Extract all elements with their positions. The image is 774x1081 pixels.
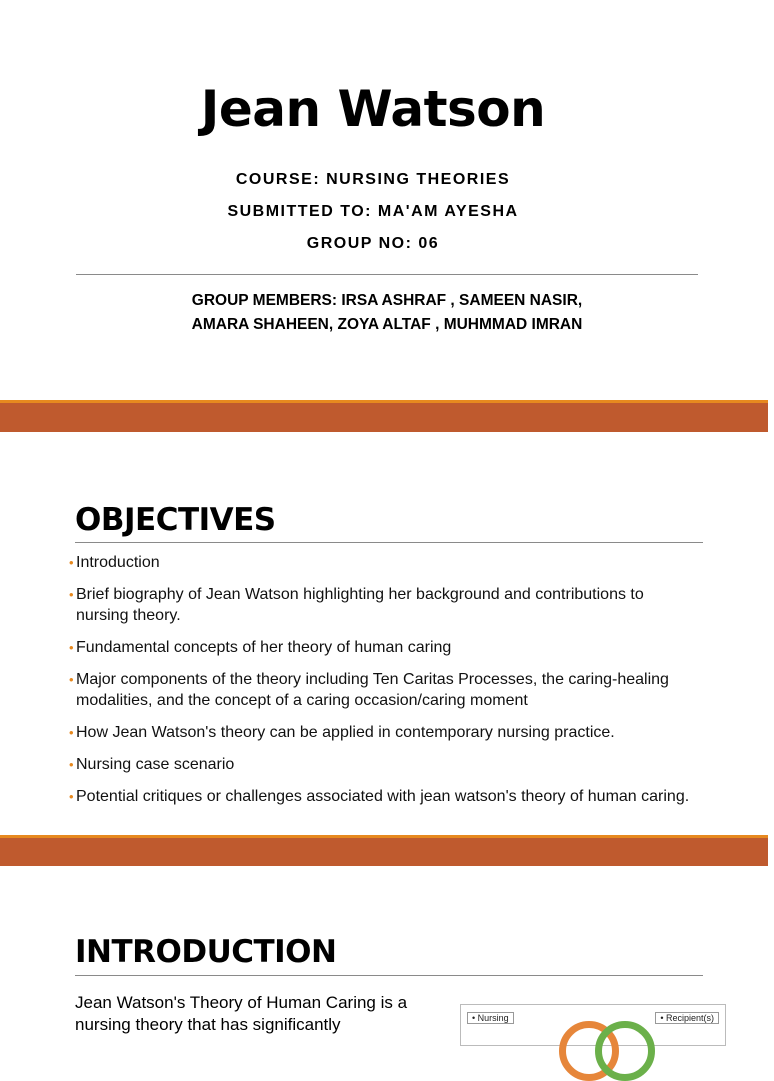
list-item: • Potential critiques or challenges associated with jean watson's theory of human caring. [70,786,700,807]
caring-diagram [460,1004,726,1046]
slide-separator-band [0,400,768,432]
objectives-list [70,552,700,818]
introduction-slide [0,866,768,1034]
course-line: COURSE: NURSING THEORIES [235,171,511,188]
introduction-heading: INTRODUCTION [75,934,337,970]
group-members [0,289,774,337]
list-item: • Nursing case scenario [70,754,700,775]
introduction-divider [75,975,703,976]
list-item: • Introduction [70,552,700,573]
list-item: • Major components of the theory including Ten Caritas Processes, the caring-healing modalities, and the concept of a caring occasion/caring moment [70,669,700,711]
list-item: • Brief biography of Jean Watson highlighting her background and contributions to nursing theory. [70,584,700,626]
presentation-title: Jean Watson [200,80,546,138]
submitted-to-line: SUBMITTED TO: MA'AM AYESHA [227,203,519,220]
group-number-line: GROUP NO: 06 [306,235,440,252]
members-line-2: AMARA SHAHEEN, ZOYA ALTAF , MUHMMAD IMRAN [191,316,583,333]
green-arc-shape [595,1021,655,1081]
title-slide [0,0,768,400]
diagram-label-recipients: • Recipient(s) [655,1012,719,1024]
introduction-text: Jean Watson's Theory of Human Caring is a nursing theory that has significantly [75,993,408,1034]
members-line-1: GROUP MEMBERS: IRSA ASHRAF , SAMEEN NASIR, [191,292,583,309]
slide-separator-band [0,835,768,866]
list-item: • Fundamental concepts of her theory of human caring [70,637,700,658]
diagram-label-nursing: • Nursing [467,1012,514,1024]
objectives-slide [0,432,768,835]
list-item: • How Jean Watson's theory can be applied in contemporary nursing practice. [70,722,700,743]
objectives-heading: OBJECTIVES [75,502,276,538]
objectives-divider [75,542,703,543]
title-divider [76,274,698,275]
